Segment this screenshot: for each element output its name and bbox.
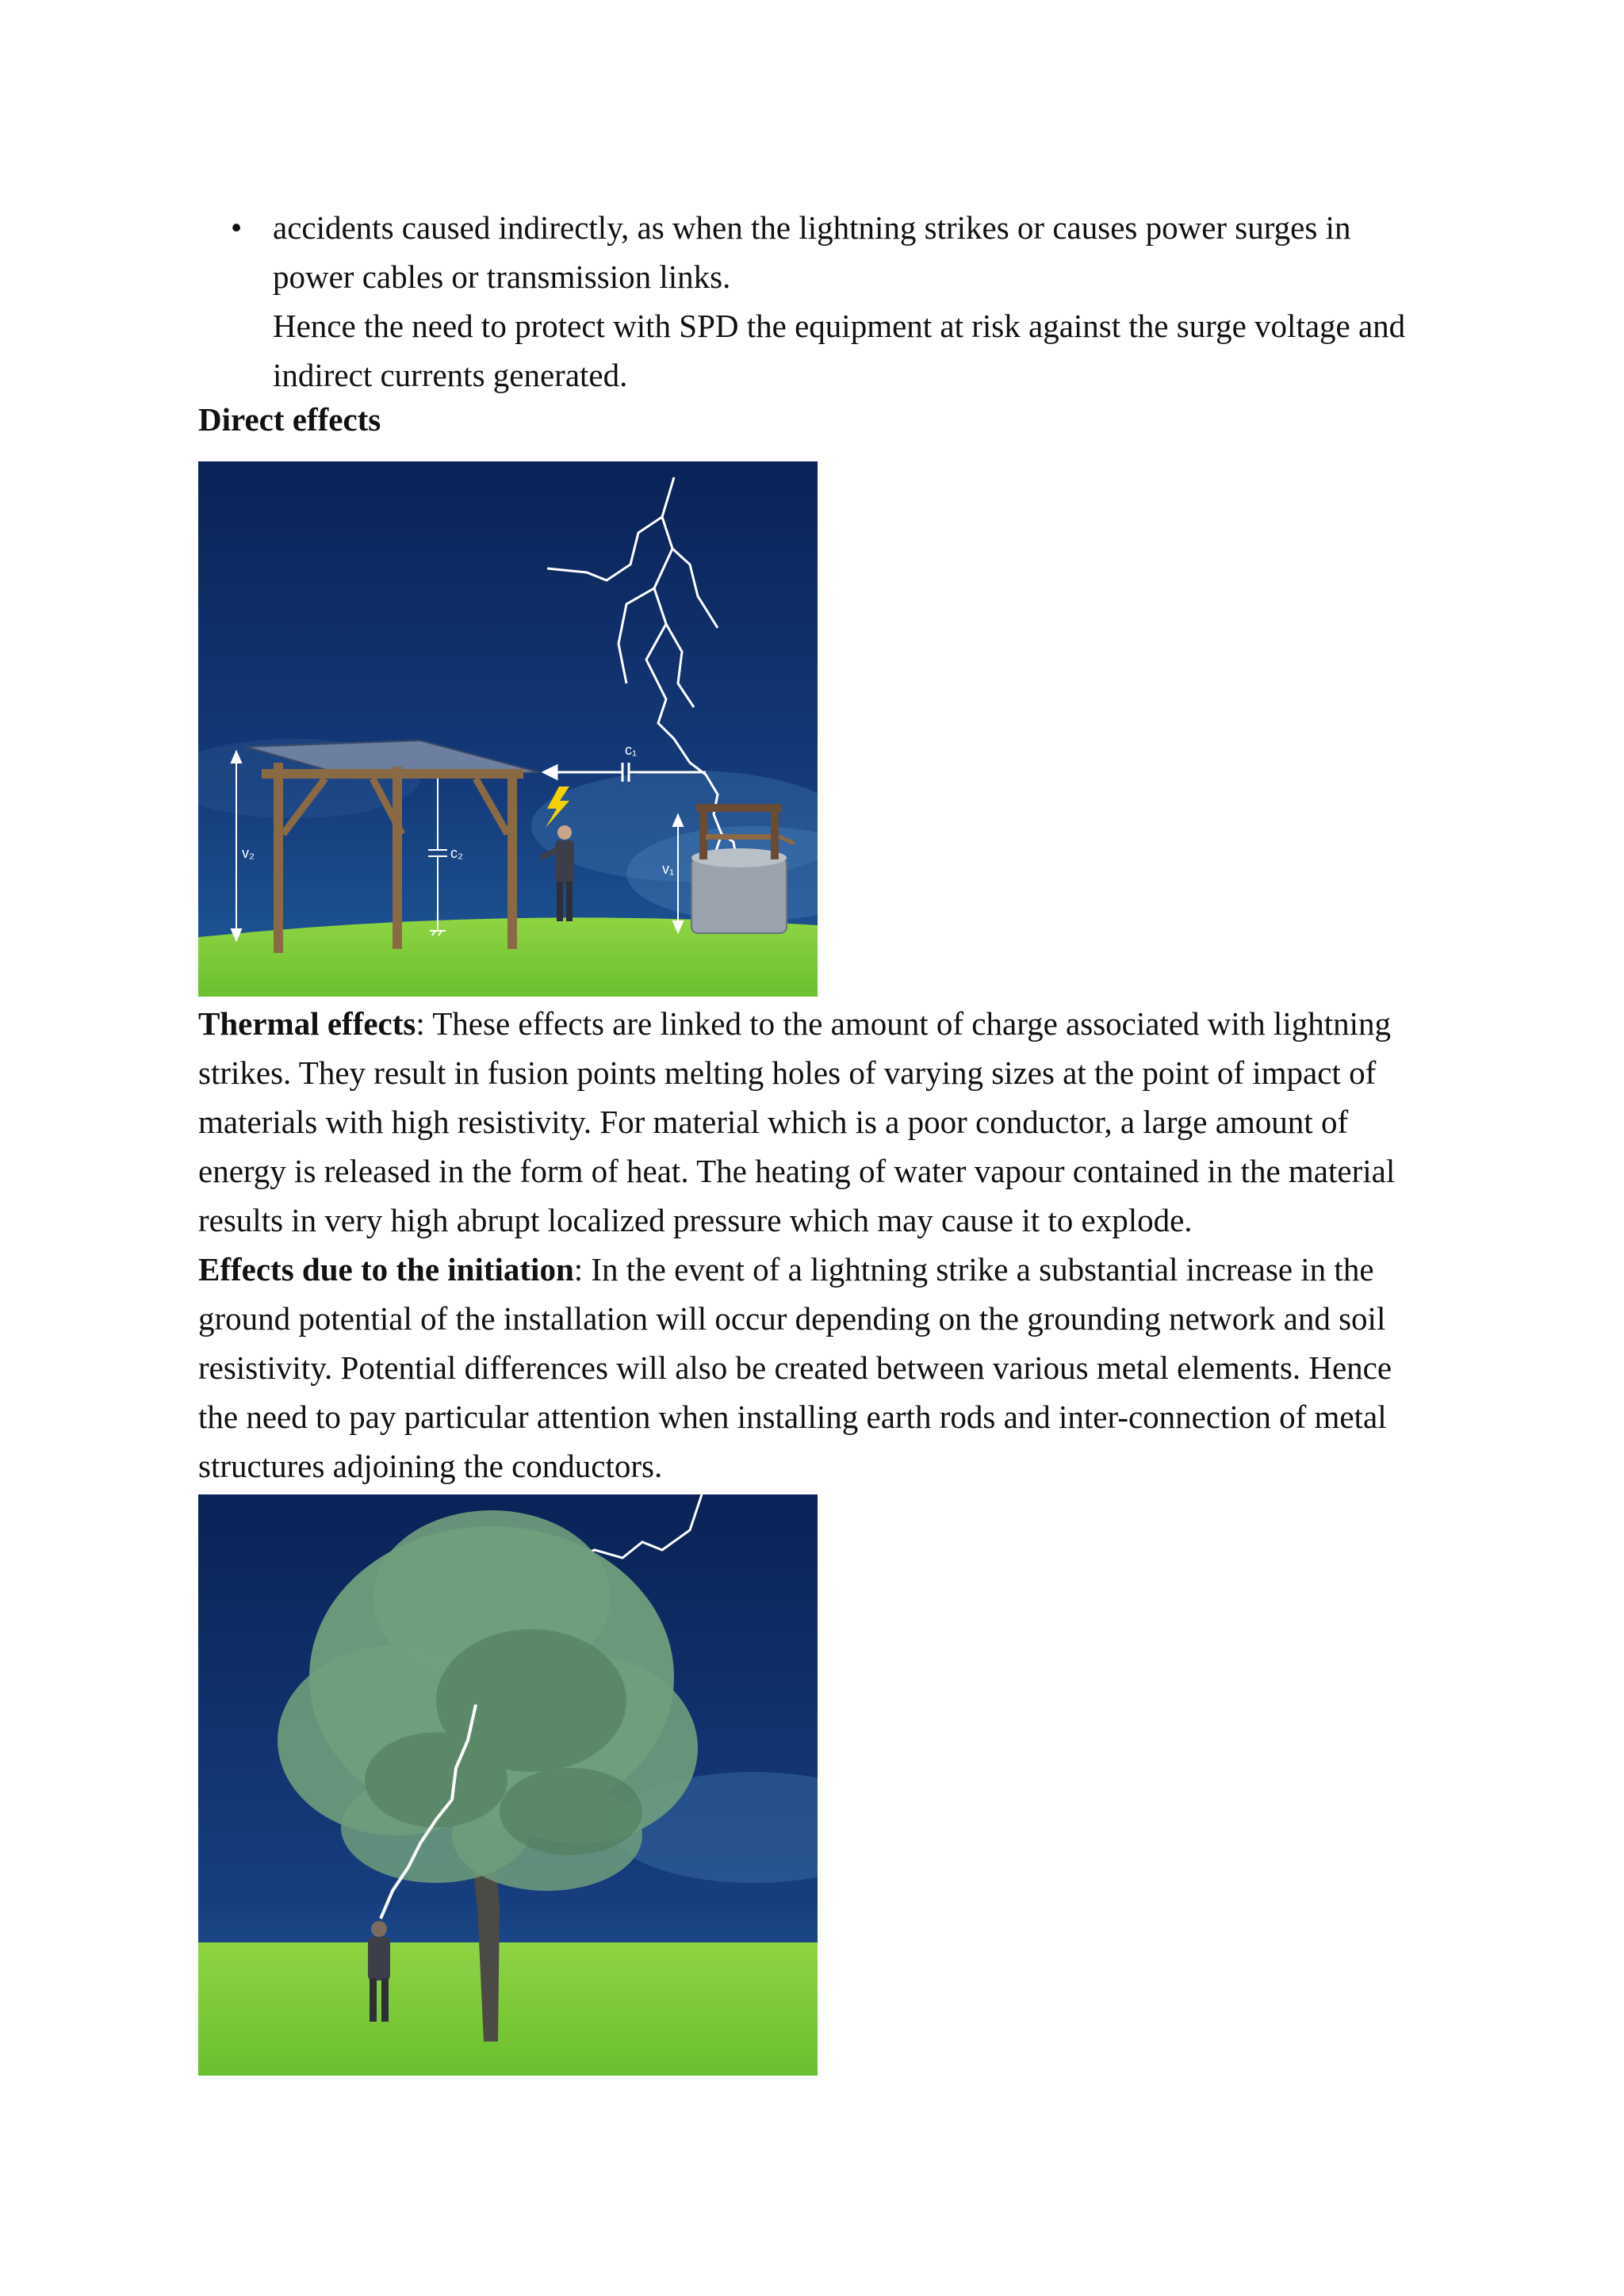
text-line: ground potential of the installation will occur depending on the grounding network and soil bbox=[198, 1300, 1386, 1337]
text-run: : These effects are linked to the amount of charge associated with lightning bbox=[416, 1005, 1391, 1042]
text-line: resistivity. Potential differences will also be created between various metal elements. Hence bbox=[198, 1349, 1392, 1386]
bullet-symbol: • bbox=[230, 209, 243, 246]
text-line: strikes. They result in fusion points melting holes of varying sizes at the point of impact of bbox=[198, 1054, 1377, 1091]
label-c2: c₂ bbox=[450, 845, 463, 861]
label-c1: c₁ bbox=[625, 742, 638, 758]
text-line: materials with high resistivity. For material which is a poor conductor, a large amount of bbox=[198, 1104, 1349, 1140]
label-v2: v₂ bbox=[242, 845, 255, 861]
figure-side-flash bbox=[198, 1494, 818, 2076]
text-run: : In the event of a lightning strike a substantial increase in the bbox=[573, 1251, 1374, 1288]
term-initiation: Effects due to the initiation bbox=[198, 1251, 574, 1288]
paragraph-thermal-effects bbox=[198, 999, 1435, 1490]
text-line: results in very high abrupt localized pressure which may cause it to explode. bbox=[198, 1202, 1193, 1238]
text-line bbox=[198, 999, 1435, 1048]
section-heading-direct-effects: Direct effects bbox=[198, 401, 381, 438]
text-line: energy is released in the form of heat. The heating of water vapour contained in the material bbox=[198, 1153, 1396, 1189]
bullet-line: indirect currents generated. bbox=[273, 357, 628, 393]
text-line bbox=[198, 1245, 1435, 1294]
term-thermal-effects: Thermal effects bbox=[198, 1005, 416, 1042]
tree-lightning-illustration bbox=[198, 1494, 818, 2076]
label-v1: v₁ bbox=[662, 861, 675, 877]
text-line: the need to pay particular attention when installing earth rods and inter-connection of metal bbox=[198, 1399, 1387, 1435]
bullet-line: Hence the need to protect with SPD the equipment at risk against the surge voltage and bbox=[273, 308, 1406, 344]
bullet-item bbox=[273, 203, 1462, 400]
bullet-line: accidents caused indirectly, as when the lightning strikes or causes power surges in bbox=[273, 209, 1351, 246]
figure-direct-effects bbox=[198, 461, 818, 997]
grass bbox=[198, 1942, 818, 2076]
text-line: structures adjoining the conductors. bbox=[198, 1448, 663, 1484]
direct-effects-illustration bbox=[198, 461, 818, 997]
bullet-line: power cables or transmission links. bbox=[273, 258, 731, 295]
